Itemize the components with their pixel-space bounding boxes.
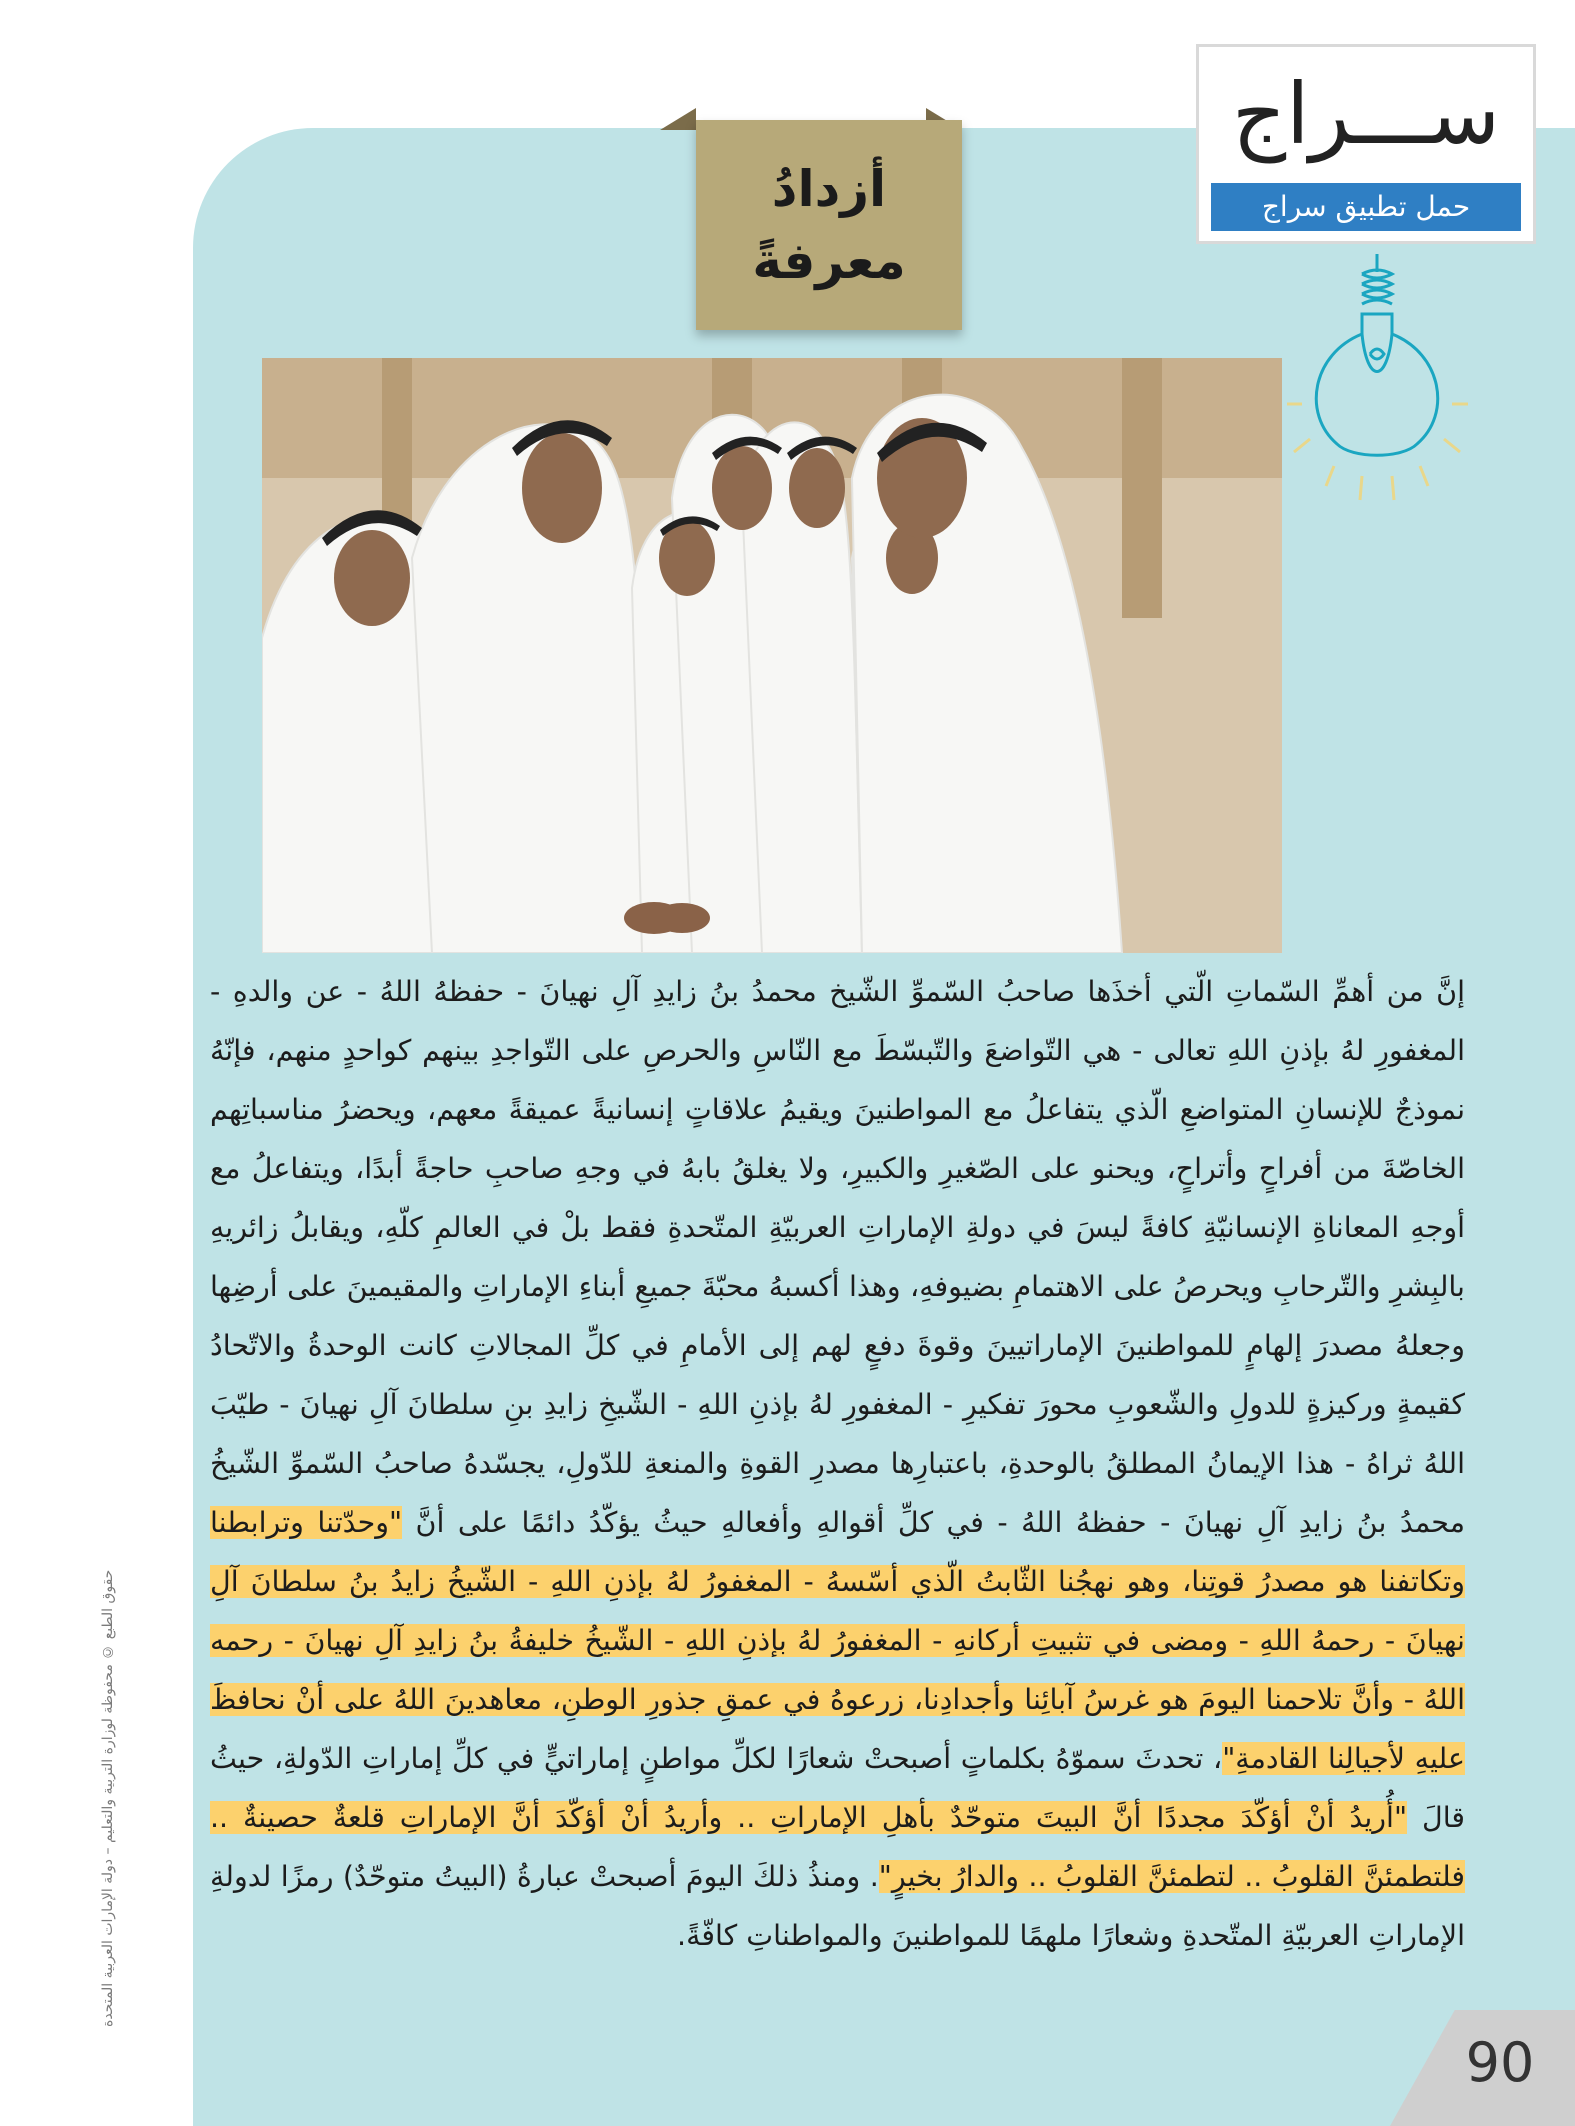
lightbulb-icon xyxy=(1282,254,1472,514)
paragraph-part-3: . ومنذُ ذلكَ اليومَ أصبحتْ عبارةُ (البيتُ متوحّدٌ) رمزًا لدولةِ الإماراتِ العربيّةِ المتّحدةِ وشعارًا ملهمًا للمواطنينَ والمواطناتِ كافّةً. xyxy=(210,1860,1465,1952)
photo-handshake xyxy=(262,358,1282,953)
paragraph-part-2: ، تحدثَ سموّهُ بكلماتٍ أصبحتْ شعارًا لكلِّ مواطنٍ إماراتيٍّ في كلِّ إماراتِ الدّولةِ، حيثُ قالَ xyxy=(210,1742,1465,1834)
ribbon-fold-left xyxy=(660,108,696,130)
page-number: 90 xyxy=(1465,2031,1535,2094)
highlighted-quote-2: "أُريدُ أنْ أؤكّدَ مجددًا أنَّ البيتَ متوحّدٌ بأهلِ الإماراتِ .. وأريدُ أنْ أؤكّدَ أنَّ الإماراتِ قلعةٌ حصينةٌ .. فلتطمئنَّ القلوبُ .. لتطمئنَّ القلوبُ .. والدارُ بخيرٍ" xyxy=(210,1801,1466,1893)
article-paragraph xyxy=(210,962,1465,1965)
paragraph-part-1: إنَّ من أهمِّ السّماتِ الّتي أخذَها صاحبُ السّموِّ الشّيخ محمدُ بنُ زايدِ آلِ نهيانَ - حفظهُ اللهُ - عن والدهِ - المغفورِ لهُ بإذنِ اللهِ تعالى - هي التّواضعَ والتّبسّطَ مع النّاسِ والحرصِ على التّواجدِ بينهم كواحدٍ منهم، فإنّهُ نموذجٌ للإنسانِ المتواضعِ الّذي يتفاعلُ مع المواطنينَ ويقيمُ علاقاتٍ إنسانيةً عميقةً معهم، ويحضرُ مناسباتِهم الخاصّةَ من أفراحٍ وأتراحٍ، ويحنو على الصّغيرِ والكبيرِ، ولا يغلقُ بابهُ في وجهِ صاحبِ حاجةً أبدًا، ويتفاعلُ مع أوجهِ المعاناةِ الإنسانيّةِ كافةً ليسَ في دولةِ الإماراتِ العربيّةِ المتّحدةِ فقط بلْ في العالمِ كلّهِ، ويقابلُ زائريهِ بالبِشرِ والتّرحابِ ويحرصُ على الاهتمامِ بضيوفهِ، وهذا أكسبهُ محبّةَ جميعِ أبناءِ الإماراتِ والمقيمينَ على أرضِها وجعلهُ مصدرَ إلهامٍ للمواطنينَ الإماراتيينَ وقوةَ دفعٍ لهم إلى الأمامِ في كلِّ المجالاتِ كانت الوحدةُ والاتّحادُ كقيمةٍ وركيزةٍ للدولِ والشّعوبِ محورَ تفكيرِ - المغفورِ لهُ بإذنِ اللهِ - الشّيخِ زايدِ بنِ سلطانَ آلِ نهيانَ - طيّبَ اللهُ ثراهُ - هذا الإيمانُ المطلقُ بالوحدةِ، باعتبارِها مصدرِ القوةِ والمنعةِ للدّولِ، يجسّدهُ صاحبُ السّموِّ الشّيخُ محمدُ بنُ زايدِ آلِ نهيانَ - حفظهُ اللهُ - في كلِّ أقوالهِ وأفعالهِ حيثُ يؤكّدُ دائمًا على أنَّ xyxy=(210,975,1465,1539)
photo-handshake-icon xyxy=(262,358,1282,953)
highlighted-quote-1: "وحدّتنا وترابطنا وتكاتفنا هو مصدرُ قوتِنا، وهو نهجُنا الثّابتُ الّذي أسّسهُ - المغفورُ لهُ بإذنِ اللهِ - الشّيخُ زايدُ بنُ سلطانَ آلِ نهيانَ - رحمهُ اللهِ - ومضى في تثبيتِ أركانهِ - المغفورُ لهُ بإذنِ اللهِ - الشّيخُ خليفةُ بنُ زايدِ آلِ نهيانَ - رحمه اللهُ - وأنَّ تلاحمنا اليومَ هو غرسُ آبائِنا وأجدادِنا، زرعوهُ في عمقِ جذورِ الوطنِ، معاهدينَ اللهُ على أنْ نحافظَ عليهِ لأجيالِنا القادمةِ" xyxy=(210,1506,1465,1775)
copyright-note: حقوق الطبع © محفوظة لوزارة التربية والتعليم – دولة الإمارات العربية المتحدة xyxy=(100,1570,116,2028)
banner-line-1: أزدادُ xyxy=(771,160,887,218)
siraj-logo[interactable] xyxy=(1196,44,1536,244)
logo-wordmark: ســـراج xyxy=(1231,65,1501,163)
banner-line-2: معرفةً xyxy=(752,232,906,290)
section-banner xyxy=(696,120,962,330)
logo-tagline: حمل تطبيق سراج xyxy=(1211,183,1521,231)
